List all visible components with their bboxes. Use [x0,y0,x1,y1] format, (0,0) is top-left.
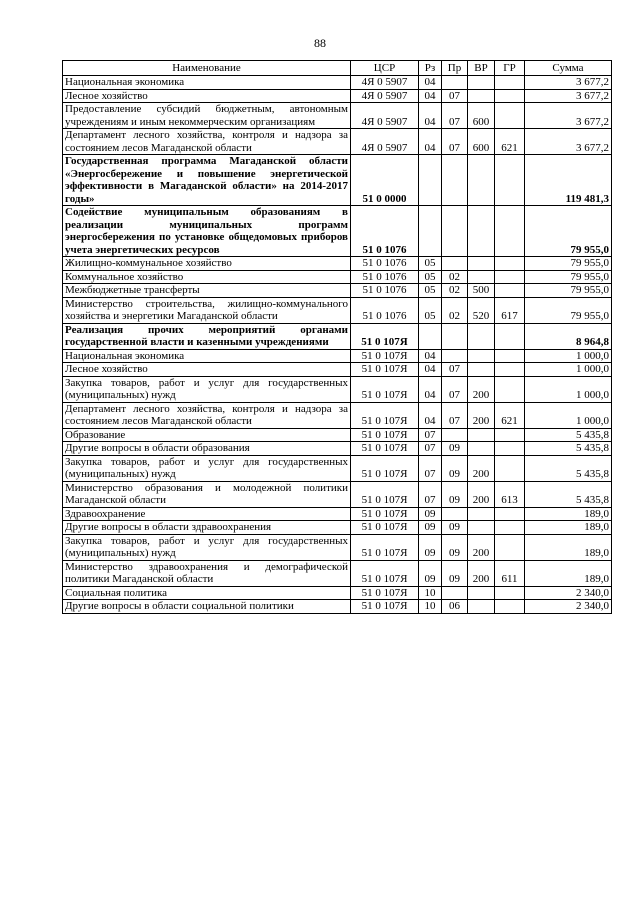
cell-rz: 04 [419,103,442,129]
cell-gr [495,507,525,521]
cell-gr [495,455,525,481]
cell-sum: 1 000,0 [525,363,612,377]
cell-vr [468,507,495,521]
table-row [63,270,612,284]
cell-rz: 04 [419,363,442,377]
cell-gr [495,521,525,535]
table-row [63,363,612,377]
cell-pr: 09 [442,521,468,535]
cell-name: Министерство строительства, жилищно-коммунального хозяйства и энергетики Магаданской области [63,297,351,323]
cell-sum: 3 677,2 [525,129,612,155]
cell-rz: 04 [419,129,442,155]
cell-pr [442,586,468,600]
cell-csr: 51 0 107Я [351,507,419,521]
cell-rz: 04 [419,376,442,402]
cell-rz [419,323,442,349]
cell-pr: 07 [442,376,468,402]
cell-rz: 04 [419,89,442,103]
cell-vr [468,206,495,257]
cell-rz: 09 [419,521,442,535]
cell-sum: 79 955,0 [525,257,612,271]
cell-vr [468,155,495,206]
table-row [63,481,612,507]
cell-rz: 05 [419,270,442,284]
cell-rz: 04 [419,349,442,363]
cell-vr: 520 [468,297,495,323]
table-row [63,257,612,271]
cell-name: Предоставление субсидий бюджетным, автономным учреждениям и иным некоммерческим организациям [63,103,351,129]
table-row [63,455,612,481]
budget-table [62,60,612,614]
table-row [63,521,612,535]
cell-gr: 611 [495,560,525,586]
cell-pr: 09 [442,534,468,560]
cell-gr [495,428,525,442]
cell-vr [468,323,495,349]
cell-csr: 51 0 107Я [351,442,419,456]
cell-gr [495,270,525,284]
table-row [63,376,612,402]
cell-rz: 07 [419,455,442,481]
cell-csr: 51 0 107Я [351,376,419,402]
cell-csr: 4Я 0 5907 [351,129,419,155]
cell-gr [495,257,525,271]
cell-vr: 500 [468,284,495,298]
cell-gr [495,586,525,600]
cell-gr [495,534,525,560]
table-row [63,323,612,349]
cell-vr [468,349,495,363]
cell-pr [442,206,468,257]
cell-sum: 5 435,8 [525,442,612,456]
cell-gr [495,284,525,298]
cell-csr: 51 0 0000 [351,155,419,206]
column-header-gr: ГР [495,61,525,76]
cell-rz: 04 [419,76,442,90]
cell-vr [468,428,495,442]
cell-name: Министерство здравоохранения и демографической политики Магаданской области [63,560,351,586]
cell-rz: 10 [419,586,442,600]
cell-csr: 51 0 107Я [351,560,419,586]
cell-vr: 600 [468,103,495,129]
cell-csr: 4Я 0 5907 [351,89,419,103]
cell-csr: 51 0 107Я [351,586,419,600]
cell-sum: 189,0 [525,507,612,521]
page-number: 88 [314,36,326,50]
column-header-pr: Пр [442,61,468,76]
cell-gr [495,442,525,456]
cell-rz: 09 [419,534,442,560]
table-row [63,600,612,614]
cell-sum: 5 435,8 [525,481,612,507]
cell-name: Другие вопросы в области здравоохранения [63,521,351,535]
cell-csr: 51 0 1076 [351,206,419,257]
table-row [63,103,612,129]
cell-rz: 05 [419,284,442,298]
table-row [63,284,612,298]
cell-sum: 119 481,3 [525,155,612,206]
cell-csr: 51 0 1076 [351,257,419,271]
cell-gr [495,89,525,103]
cell-rz: 09 [419,507,442,521]
cell-gr [495,206,525,257]
cell-pr [442,349,468,363]
cell-csr: 51 0 107Я [351,481,419,507]
table-row [63,442,612,456]
cell-rz [419,206,442,257]
cell-vr: 200 [468,402,495,428]
cell-name: Департамент лесного хозяйства, контроля и надзора за состоянием лесов Магаданской области [63,129,351,155]
cell-gr [495,76,525,90]
cell-pr: 09 [442,560,468,586]
cell-name: Департамент лесного хозяйства, контроля и надзора за состоянием лесов Магаданской области [63,402,351,428]
cell-name: Коммунальное хозяйство [63,270,351,284]
cell-vr [468,270,495,284]
cell-pr: 07 [442,402,468,428]
cell-csr: 51 0 107Я [351,521,419,535]
cell-vr [468,586,495,600]
cell-pr: 06 [442,600,468,614]
cell-vr [468,521,495,535]
cell-name: Здравоохранение [63,507,351,521]
cell-rz: 09 [419,560,442,586]
cell-pr: 07 [442,363,468,377]
cell-sum: 1 000,0 [525,402,612,428]
cell-name: Министерство образования и молодежной политики Магаданской области [63,481,351,507]
cell-name: Лесное хозяйство [63,89,351,103]
cell-name: Закупка товаров, работ и услуг для государственных (муниципальных) нужд [63,376,351,402]
cell-vr [468,76,495,90]
table-row [63,507,612,521]
cell-csr: 51 0 107Я [351,323,419,349]
cell-vr: 200 [468,455,495,481]
column-header-name: Наименование [63,61,351,76]
cell-pr [442,428,468,442]
cell-name: Государственная программа Магаданской области «Энергосбережение и повышение энергетической эффективности в Магаданской области» на 2014-2017 годы» [63,155,351,206]
cell-gr [495,376,525,402]
column-header-vr: ВР [468,61,495,76]
cell-rz: 04 [419,402,442,428]
cell-rz: 07 [419,442,442,456]
cell-vr: 600 [468,129,495,155]
table-header-row [63,61,612,76]
cell-gr [495,323,525,349]
cell-csr: 51 0 107Я [351,402,419,428]
cell-sum: 189,0 [525,560,612,586]
cell-csr: 51 0 107Я [351,349,419,363]
table-row [63,428,612,442]
cell-csr: 51 0 1076 [351,297,419,323]
cell-gr: 613 [495,481,525,507]
cell-csr: 4Я 0 5907 [351,103,419,129]
cell-csr: 51 0 1076 [351,284,419,298]
column-header-sum: Сумма [525,61,612,76]
cell-vr [468,442,495,456]
table-row [63,402,612,428]
cell-pr: 07 [442,89,468,103]
cell-csr: 51 0 107Я [351,455,419,481]
cell-sum: 2 340,0 [525,600,612,614]
cell-csr: 51 0 107Я [351,600,419,614]
table-row [63,534,612,560]
cell-gr [495,600,525,614]
cell-pr: 09 [442,481,468,507]
cell-name: Социальная политика [63,586,351,600]
cell-name: Реализация прочих мероприятий органами государственной власти и казенными учреждениями [63,323,351,349]
cell-sum: 79 955,0 [525,270,612,284]
cell-pr: 09 [442,442,468,456]
table-row [63,129,612,155]
cell-name: Лесное хозяйство [63,363,351,377]
cell-name: Закупка товаров, работ и услуг для государственных (муниципальных) нужд [63,534,351,560]
cell-pr: 02 [442,284,468,298]
cell-vr [468,363,495,377]
cell-gr: 621 [495,129,525,155]
cell-name: Другие вопросы в области образования [63,442,351,456]
cell-pr [442,507,468,521]
cell-vr: 200 [468,376,495,402]
cell-csr: 51 0 107Я [351,363,419,377]
cell-rz: 07 [419,481,442,507]
cell-sum: 3 677,2 [525,103,612,129]
cell-rz: 07 [419,428,442,442]
cell-pr: 09 [442,455,468,481]
cell-csr: 51 0 107Я [351,428,419,442]
cell-rz: 10 [419,600,442,614]
cell-gr [495,349,525,363]
cell-sum: 79 955,0 [525,206,612,257]
cell-name: Жилищно-коммунальное хозяйство [63,257,351,271]
cell-sum: 1 000,0 [525,349,612,363]
cell-sum: 3 677,2 [525,76,612,90]
cell-pr [442,76,468,90]
table-row [63,206,612,257]
cell-rz [419,155,442,206]
cell-name: Образование [63,428,351,442]
cell-vr [468,257,495,271]
cell-name: Другие вопросы в области социальной политики [63,600,351,614]
cell-vr [468,600,495,614]
cell-sum: 79 955,0 [525,284,612,298]
cell-csr: 4Я 0 5907 [351,76,419,90]
cell-sum: 189,0 [525,521,612,535]
cell-sum: 79 955,0 [525,297,612,323]
cell-gr: 617 [495,297,525,323]
cell-pr: 02 [442,270,468,284]
table-row [63,76,612,90]
cell-name: Национальная экономика [63,349,351,363]
cell-sum: 3 677,2 [525,89,612,103]
cell-pr [442,155,468,206]
cell-name: Закупка товаров, работ и услуг для государственных (муниципальных) нужд [63,455,351,481]
column-header-csr: ЦСР [351,61,419,76]
cell-pr [442,257,468,271]
cell-csr: 51 0 1076 [351,270,419,284]
column-header-rz: Рз [419,61,442,76]
cell-name: Национальная экономика [63,76,351,90]
cell-sum: 8 964,8 [525,323,612,349]
table-row [63,560,612,586]
cell-gr [495,363,525,377]
cell-vr: 200 [468,560,495,586]
table-row [63,586,612,600]
cell-gr [495,155,525,206]
cell-sum: 5 435,8 [525,455,612,481]
cell-sum: 5 435,8 [525,428,612,442]
table-row [63,89,612,103]
cell-gr [495,103,525,129]
cell-gr: 621 [495,402,525,428]
cell-vr: 200 [468,481,495,507]
cell-name: Межбюджетные трансферты [63,284,351,298]
cell-sum: 1 000,0 [525,376,612,402]
table-row [63,297,612,323]
cell-pr: 07 [442,129,468,155]
cell-vr: 200 [468,534,495,560]
cell-pr [442,323,468,349]
cell-rz: 05 [419,257,442,271]
table-row [63,155,612,206]
cell-rz: 05 [419,297,442,323]
table-row [63,349,612,363]
cell-vr [468,89,495,103]
cell-pr: 07 [442,103,468,129]
cell-sum: 189,0 [525,534,612,560]
cell-name: Содействие муниципальным образованиям в реализации муниципальных программ энергосбережения по установке общедомовых приборов учета энергетических ресурсов [63,206,351,257]
cell-csr: 51 0 107Я [351,534,419,560]
cell-sum: 2 340,0 [525,586,612,600]
cell-pr: 02 [442,297,468,323]
